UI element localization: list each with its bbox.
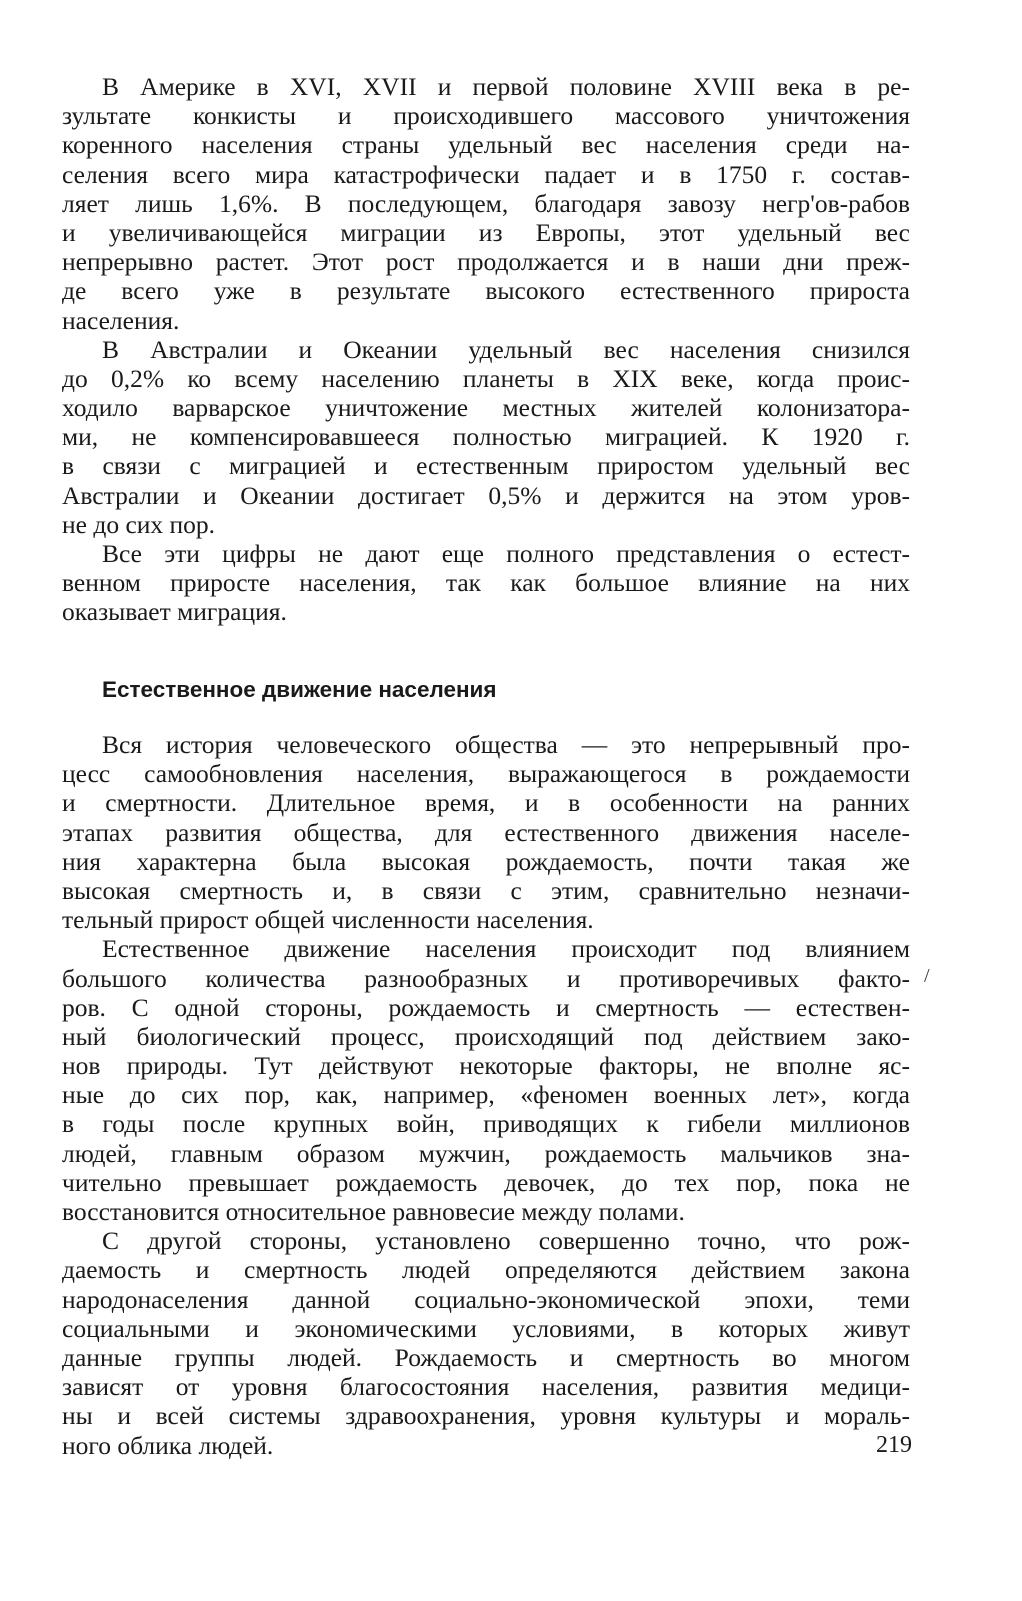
text-line: Вся история человеческого общества — это непрерывный про- (102, 730, 910, 759)
paragraph (62, 1226, 910, 1460)
text-line: Все эти цифры не дают еще полного представления о естест- (102, 539, 910, 568)
text-line: С другой стороны, установлено совершенно точно, что рож- (102, 1226, 910, 1256)
text-line: венном приросте населения, так как большое влияние на них (62, 568, 910, 598)
text-line: ный биологический процесс, происходящий под действием зако- (62, 1021, 910, 1051)
text-line: чительно превышает рождаемость девочек, до тех пор, пока не (62, 1167, 910, 1197)
text-line: ния характерна была высокая рождаемость, почти такая же (62, 846, 910, 876)
section-2 (62, 730, 910, 1460)
text-line: до 0,2% ко всему населению планеты в XIX веке, когда проис- (62, 363, 910, 393)
text-line: в годы после крупных войн, приводящих к гибели миллионов (62, 1109, 910, 1139)
margin-mark: / (924, 965, 930, 987)
text-line: зависят от уровня благосостояния населения, развития медици- (62, 1372, 910, 1402)
paragraph (62, 539, 910, 627)
text-line: зультате конкисты и происходившего массового уничтожения (62, 101, 910, 131)
text-line: селения всего мира катастрофически падает и в 1750 г. состав- (62, 159, 910, 189)
text-line: оказывает миграция. (62, 597, 287, 627)
text-line: людей, главным образом мужчин, рождаемость мальчиков зна- (62, 1138, 910, 1168)
text-line: Естественное движение населения происходит под влиянием (102, 934, 910, 964)
paragraph (62, 72, 910, 335)
text-line: ного облика людей. (62, 1430, 274, 1460)
paragraph (62, 934, 910, 1226)
text-line: тельный прирост общей численности населения. (62, 905, 594, 935)
text-line: ны и всей системы здравоохранения, уровня культуры и мораль- (62, 1401, 910, 1431)
text-line: ми, не компенсировавшееся полностью миграцией. К 1920 г. (62, 422, 910, 452)
text-line: Австралии и Океании достигает 0,5% и держится на этом уров- (62, 480, 910, 510)
text-line: нов природы. Тут действуют некоторые факторы, не вполне яс- (62, 1051, 910, 1081)
text-line: народонаселения данной социально-экономической эпохи, теми (62, 1284, 910, 1314)
text-line: В Америке в XVI, XVII и первой половине XVIII века в ре- (102, 72, 910, 101)
text-line: ров. С одной стороны, рождаемость и смертность — естествен- (62, 992, 910, 1022)
text-line: В Австралии и Океании удельный вес населения снизился (102, 334, 910, 364)
text-line: населения. (62, 305, 180, 335)
text-line: этапах развития общества, для естественного движения населе- (62, 817, 910, 847)
text-line: в связи с миграцией и естественным приростом удельный вес (62, 451, 910, 481)
text-line: непрерывно растет. Этот рост продолжается и в наши дни преж- (62, 247, 910, 277)
text-line: социальными и экономическими условиями, в которых живут (62, 1313, 910, 1343)
text-line: цесс самообновления населения, выражающегося в рождаемости (62, 759, 910, 789)
text-line: и увеличивающейся миграции из Европы, этот удельный вес (62, 217, 910, 247)
paragraph (62, 335, 910, 539)
paragraph (62, 730, 910, 934)
section-1 (62, 72, 910, 627)
section-heading: Естественное движение населения (102, 677, 497, 702)
text-line: восстановится относительное равновесие между полами. (62, 1197, 685, 1226)
text-line: не до сих пор. (62, 509, 216, 539)
text-line: коренного населения страны удельный вес населения среди на- (62, 130, 910, 160)
text-line: даемость и смертность людей определяются действием закона (62, 1255, 910, 1285)
text-line: де всего уже в результате высокого естественного прироста (62, 276, 910, 306)
text-line: данные группы людей. Рождаемость и смертность во многом (62, 1342, 910, 1372)
text-line: ходило варварское уничтожение местных жителей колонизатора- (62, 393, 910, 423)
text-line: и смертности. Длительное время, и в особенности на ранних (62, 788, 910, 818)
text-line: большого количества разнообразных и противоречивых факто- (62, 963, 910, 993)
text-line: высокая смертность и, в связи с этим, сравнительно незначи- (62, 875, 910, 905)
page-number: 219 (876, 1432, 912, 1458)
text-line: ные до сих пор, как, например, «феномен военных лет», когда (62, 1080, 910, 1110)
text-line: ляет лишь 1,6%. В последующем, благодаря завозу негр'ов-рабов (62, 188, 910, 218)
